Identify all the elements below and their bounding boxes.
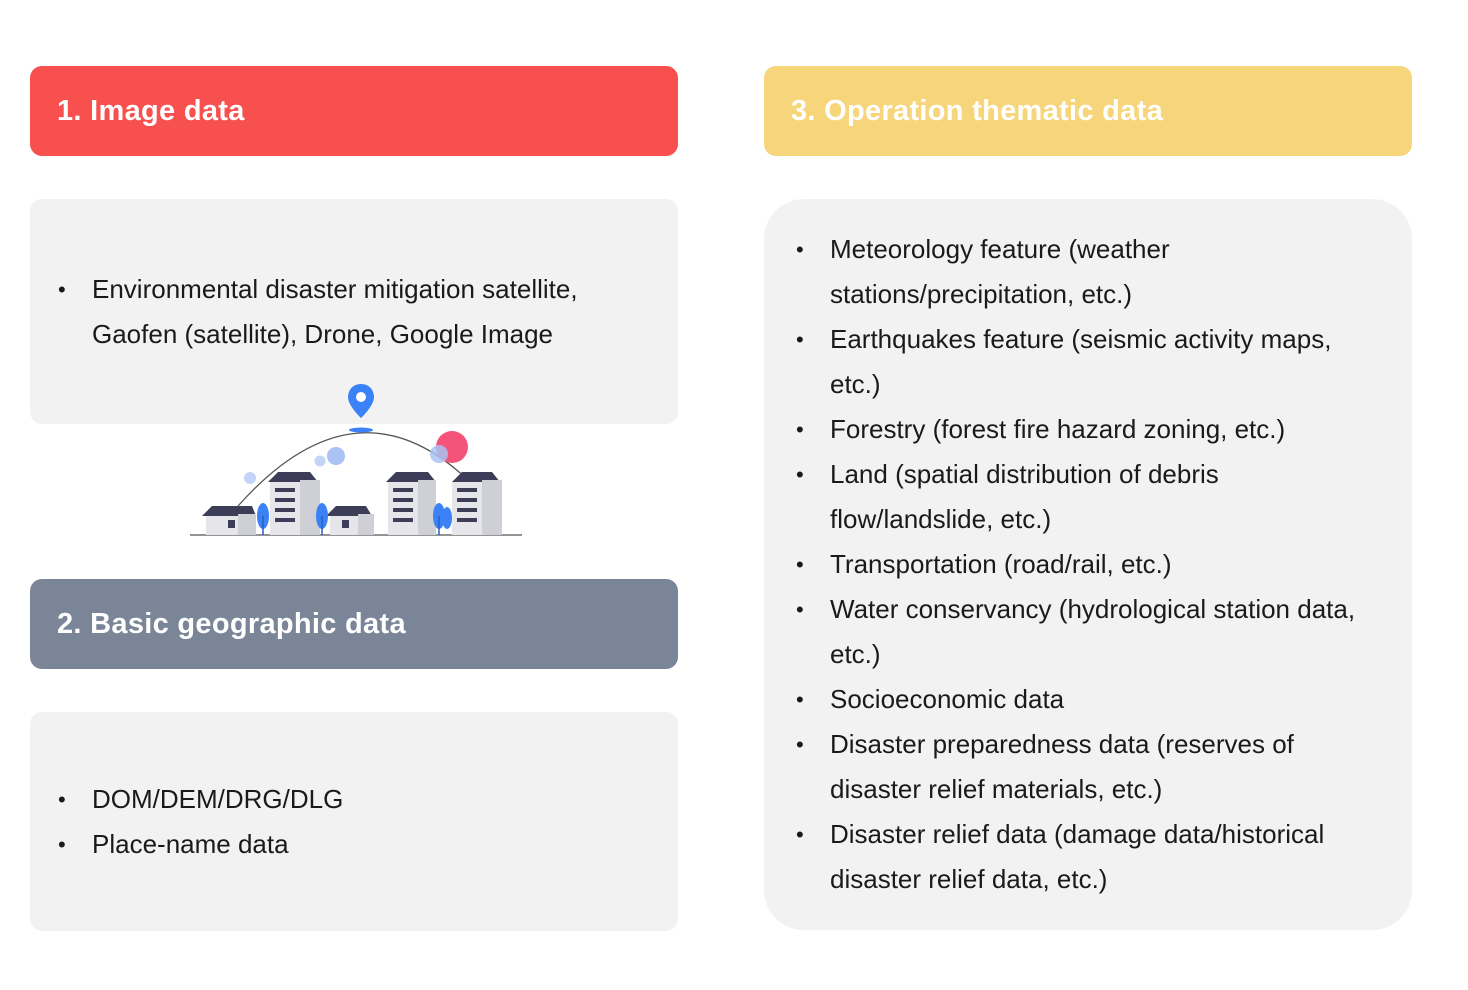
city-illustration (186, 378, 526, 540)
bubble-shape (315, 456, 326, 467)
geographic-data-panel (30, 712, 678, 931)
thematic-data-panel (764, 199, 1412, 930)
list-item: • Earthquakes feature (seismic activity maps, etc.) (796, 317, 1382, 407)
geographic-data-list (58, 777, 638, 867)
list-item: • Forestry (forest fire hazard zoning, etc.) (796, 407, 1382, 452)
geographic-data-header (30, 579, 678, 669)
image-data-list (58, 267, 638, 357)
tree-icon (257, 503, 269, 535)
list-item: • Environmental disaster mitigation satellite, Gaofen (satellite), Drone, Google Image (58, 267, 638, 357)
list-item: • Disaster relief data (damage data/historical disaster relief data, etc.) (796, 812, 1382, 902)
list-item: • Disaster preparedness data (reserves of disaster relief materials, etc.) (796, 722, 1382, 812)
image-data-title: 1. Image data (57, 94, 245, 127)
thematic-data-title: 3. Operation thematic data (791, 94, 1163, 127)
list-item: • Meteorology feature (weather stations/precipitation, etc.) (796, 227, 1382, 317)
bubble-shape (327, 447, 345, 465)
bubble-shape (244, 472, 256, 484)
list-item: • Water conservancy (hydrological station data, etc.) (796, 587, 1382, 677)
bubble-shape (430, 445, 448, 463)
thematic-data-list (796, 227, 1382, 902)
list-item: • DOM/DEM/DRG/DLG (58, 777, 638, 822)
thematic-data-header (764, 66, 1412, 156)
list-item: • Transportation (road/rail, etc.) (796, 542, 1382, 587)
image-data-header (30, 66, 678, 156)
list-item: • Place-name data (58, 822, 638, 867)
geographic-data-title: 2. Basic geographic data (57, 607, 406, 640)
location-pin-icon (348, 384, 374, 433)
list-item: • Land (spatial distribution of debris flow/landslide, etc.) (796, 452, 1382, 542)
list-item: • Socioeconomic data (796, 677, 1382, 722)
